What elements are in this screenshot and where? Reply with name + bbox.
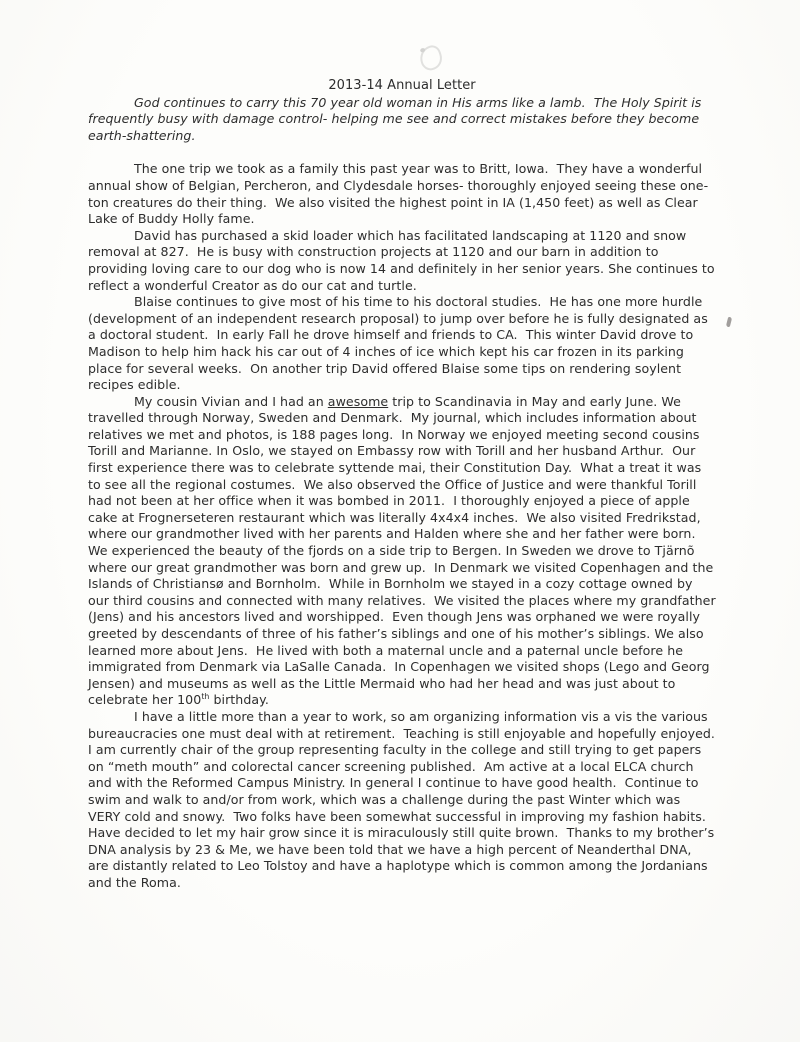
paragraph bbox=[88, 161, 716, 227]
letter-body bbox=[88, 94, 724, 892]
text-segment: God continues to carry this 70 year old woman in His arms like a lamb. The Holy Spirit is frequently busy with damage control- helping me see and correct mistakes before they become earth-shattering. bbox=[88, 94, 706, 143]
text-segment: 100 bbox=[177, 692, 202, 708]
paragraph bbox=[88, 227, 719, 294]
text-segment: Blaise continues to give most of his time to his doctoral studies. He has one more hurdle (development of an independent research proposal) to jump over before he is fully designated as a doctoral student. In early Fall he drove himself and friends to CA. This winter David drove to Madison to help him hack his car out of 4 inches of ice which kept his car frozen in its parking place for several weeks. On another trip David offered Blaise some tips on rendering soylent recipes edible. bbox=[88, 294, 712, 393]
text-segment: The one trip we took as a family this past year was to Britt, Iowa. They have a wonderful annual show of Belgian, Percheron, and Clydesdale horses- thoroughly enjoyed seeing these one-ton creatures do their thing. We also visited the highest point in IA (1,450 feet) as well as Clear Lake of Buddy Holly fame. bbox=[88, 161, 709, 227]
letter-title: 2013-14 Annual Letter bbox=[328, 78, 476, 93]
scan-speck-artifact bbox=[726, 317, 732, 328]
underlined-text: awesome bbox=[327, 393, 389, 409]
scan-smudge-artifact bbox=[417, 43, 445, 73]
text-segment: trip to Scandinavia in May and early June. We travelled through Norway, Sweden and Denmark. My journal, which includes information about relatives we met and photos, is 188 pages long. In Norway we enjoyed meeting second cousins Torill and Marianne. In Oslo, we stayed on Embassy row with Torill and her husband Arthur. Our first experience there was to celebrate syttende mai, their Constitution Day. What a treat it was to see all the regional costumes. We also observed the Office of Justice and were thankful Torill had not been at her office when it was bombed in 2011. I thoroughly enjoyed a piece of apple cake at Frognerseteren restaurant which was literally 4x4x4 inches. We also visited Fredrikstad, where our grandmother lived with her parents and Halden where she and her father were born. We experienced the beauty of the fjords on a side trip to Bergen. In Sweden we drove to Tjärnõ where our great grandmother was born and grew up. In Denmark we visited Copenhagen and the Islands of Christiansø and Bornholm. While in Bornholm we stayed in a cozy cottage owned by our third cousins and connected with many relatives. We visited the places where my grandfather (Jens) and his ancestors lived and worshipped. Even though Jens was orphaned we were royally greeted by descendants of three of his father’s siblings and one of his mother’s siblings. We also learned more about Jens. He lived with both a maternal uncle and a paternal uncle before he immigrated from Denmark via LaSalle Canada. In Copenhagen we visited shops (Lego and Georg Jensen) and museums as well as the Little Mermaid who had her head and was just about to celebrate her bbox=[88, 393, 720, 708]
paragraph bbox=[88, 95, 716, 145]
text-segment: My cousin Vivian and I had an bbox=[134, 393, 328, 409]
text-segment: David has purchased a skid loader which has facilitated landscaping at 1120 and snow removal at 827. He is busy with construction projects at 1120 and our barn in addition to providing loving care to our dog who is now 14 and definitely in her senior years. She continues to reflect a wonderful Creator as do our cat and turtle. bbox=[88, 227, 719, 293]
paragraph bbox=[88, 708, 724, 892]
text-segment: I have a little more than a year to work, so am organizing information vis a vis the various bureaucracies one must deal with at retirement. Teaching is still enjoyable and hopefully enjoyed. I am currently chair of the group representing faculty in the college and still trying to get papers on “meth mouth” and colorectal cancer screening published. Am active at a local ELCA church and with the Reformed Campus Ministry. In general I continue to have good health. Continue to swim and walk to and/or from work, which was a challenge during the past Winter which was VERY cold and snowy. Two folks have been somewhat successful in improving my fashion habits. Have decided to let my hair grow since it is miraculously still quite brown. Thanks to my brother’s DNA analysis by 23 & Me, we have been told that we have a high percent of Neanderthal DNA, are distantly related to Leo Tolstoy and have a haplotype which is common among the Jordanians and the Roma. bbox=[88, 708, 724, 890]
letter-content bbox=[88, 78, 724, 892]
paragraph bbox=[88, 294, 716, 394]
paragraph bbox=[88, 393, 720, 709]
superscript-text: th bbox=[201, 692, 210, 702]
text-segment: birthday. bbox=[209, 692, 269, 708]
